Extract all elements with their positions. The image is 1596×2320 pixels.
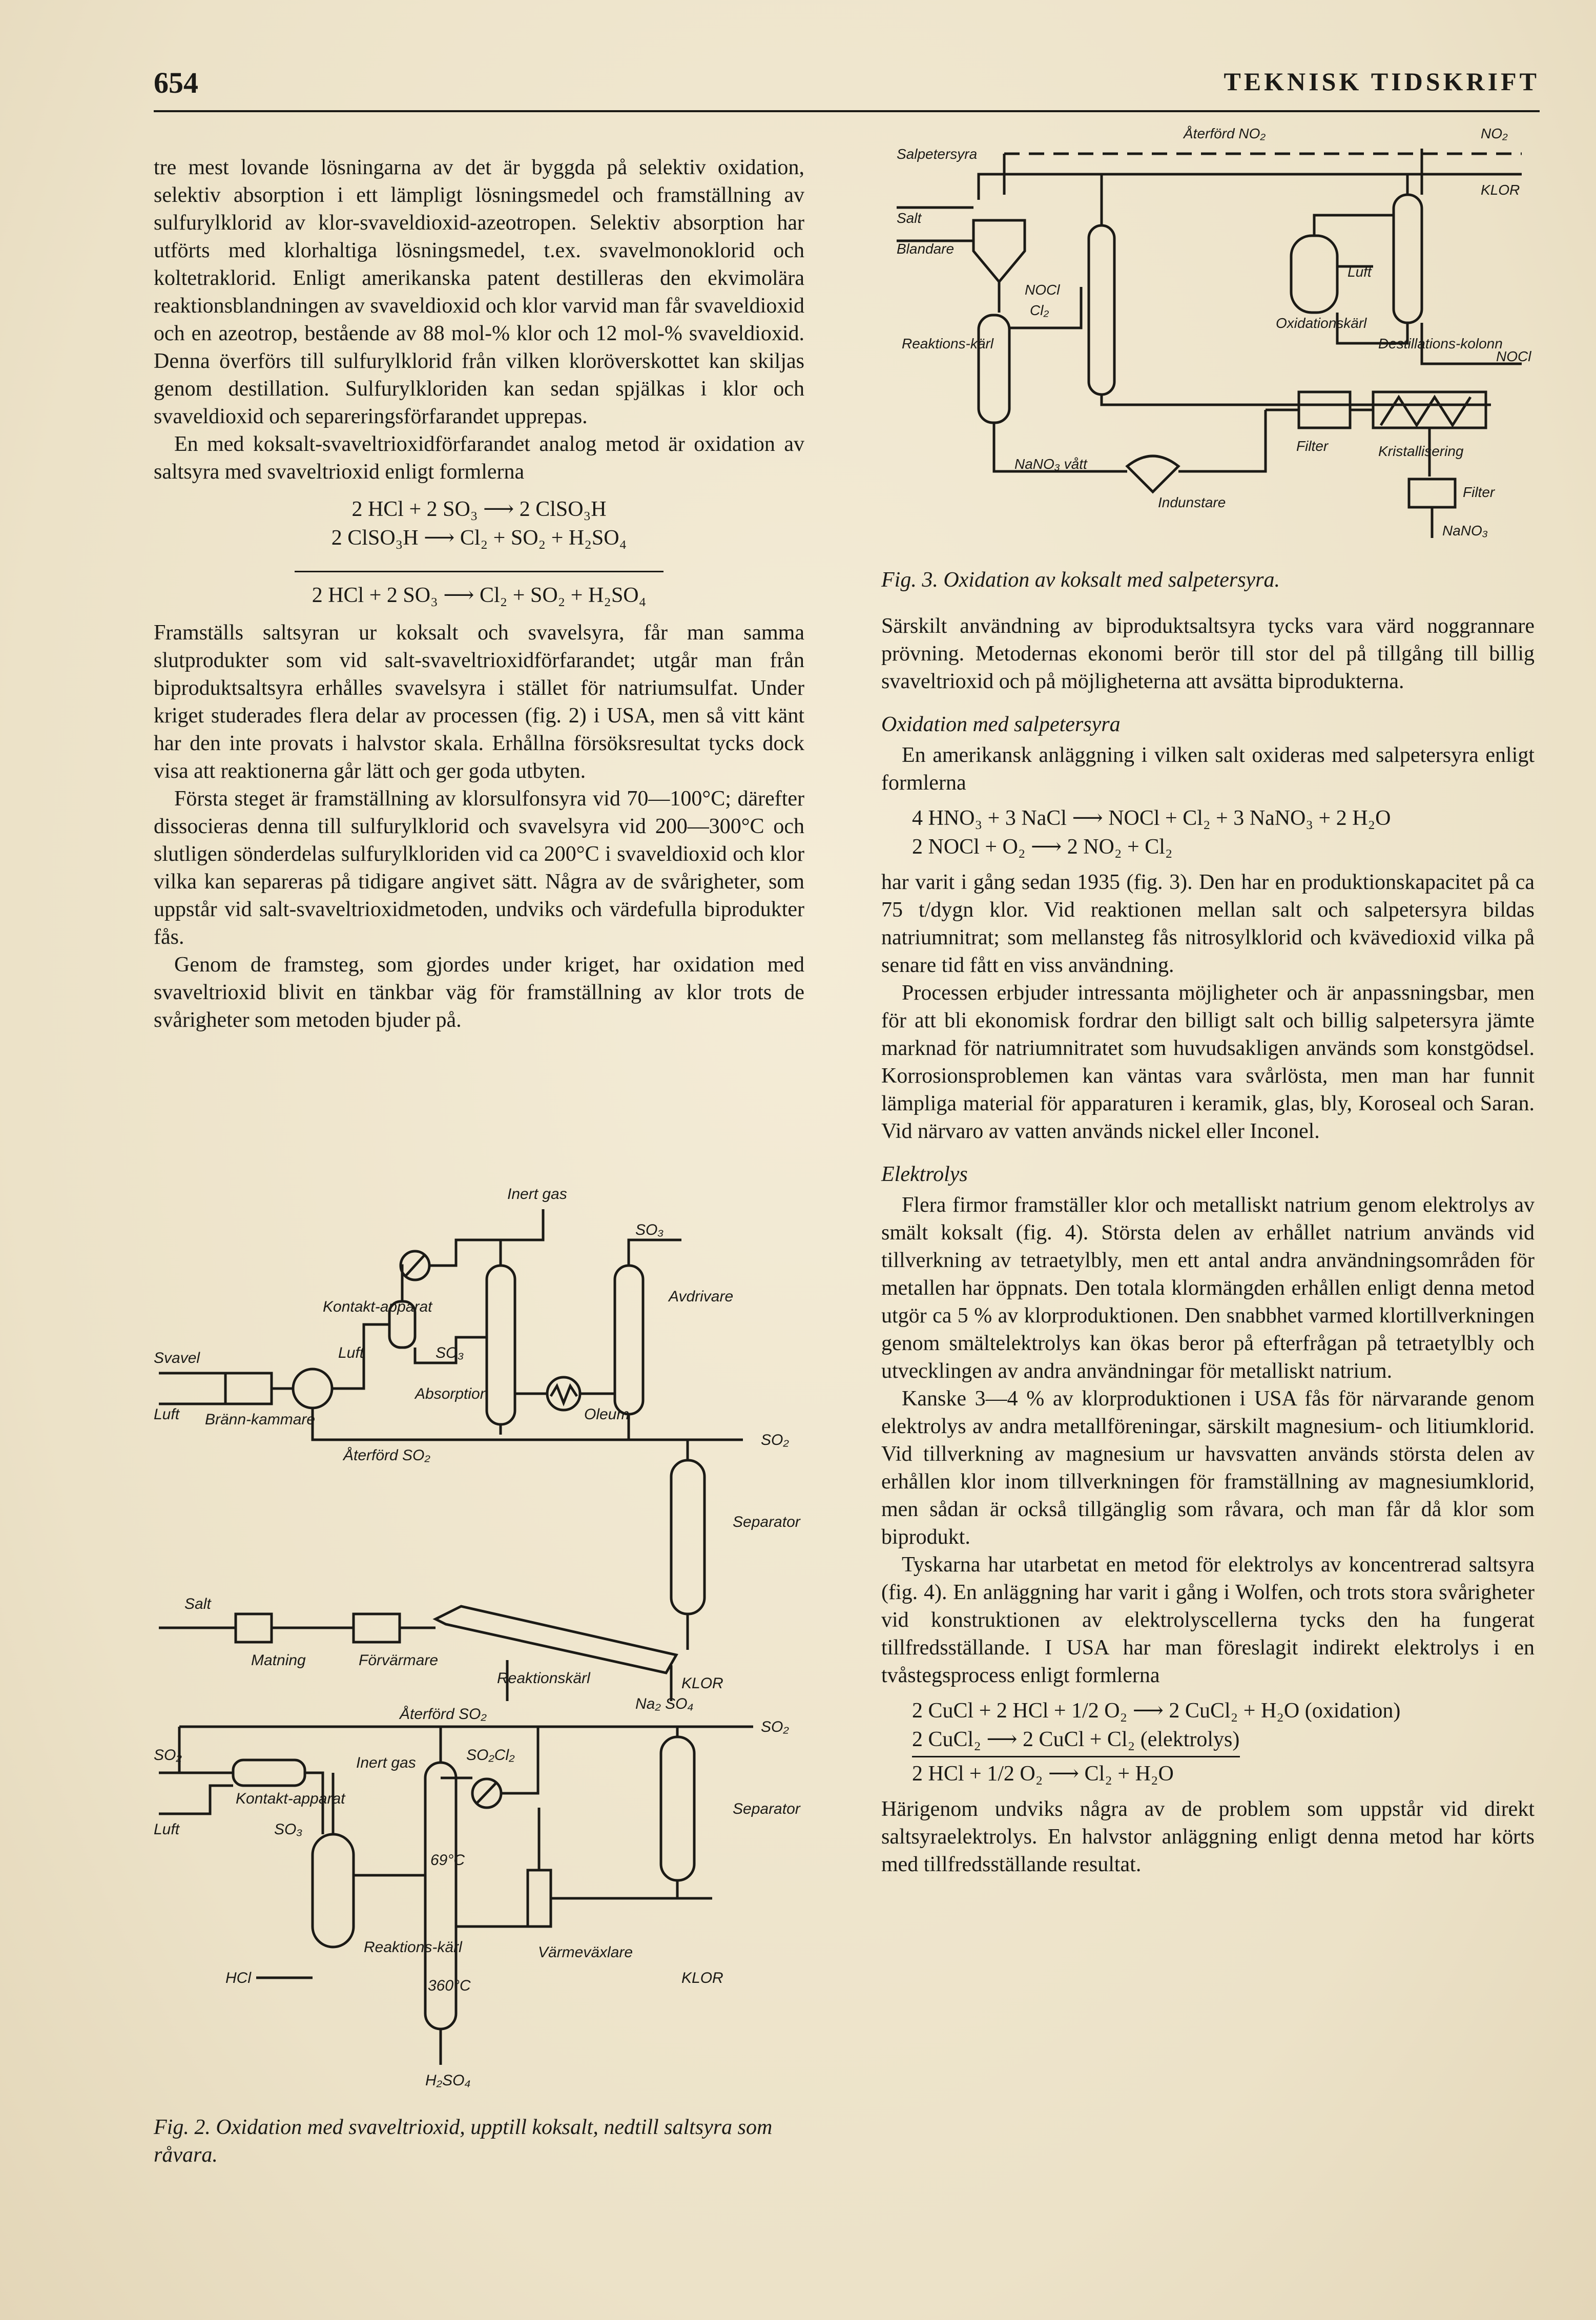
fig2-label-separator: Separator — [733, 1514, 800, 1530]
fig2-label-avdrivare: Avdrivare — [669, 1288, 734, 1305]
paragraph: En amerikansk anläggning i vilken salt oxideras med salpetersyra enligt formlerna — [881, 743, 1535, 795]
filter-box-2 — [1409, 479, 1455, 507]
paragraph: Kanske 3—4 % av klorproduktionen i USA fås för närvarande genom elektrolys av andra metallföreningar, särskilt magnesium- och litiumklorid. Vid tillverkning av magnesium ur havsvatten används största delen av erhållen klor inom tillverkningen för framställning av magnesiumklorid, men sådan är också tillgänglig som råvara, och man får då klor som biprodukt. — [881, 1387, 1535, 1549]
section-title-elektrolys: Elektrolys — [881, 1163, 968, 1186]
fig2-diagram — [149, 1186, 810, 2090]
paragraph: Framställs saltsyran ur koksalt och svavelsyra, får man samma slutprodukter som vid salt-svaveltrioxidförfarandet; utgår man från biproduktsaltsyra erhålles svavelsyra i stället för natriumsulfat. Under kriget studerades flera delar av processen (fig. 2) i USA, men så vitt känt har den inte provats i halvstor skala. Erhållna försöksresultat tycks dock visa att reaktionerna går lätt och ger goda utbyten. — [154, 621, 804, 783]
fig2-label-so3-b: SO₃ — [274, 1821, 303, 1838]
brannkammare-box — [225, 1373, 272, 1404]
equation: 2 CuCl₂ ⟶ 2 CuCl + Cl₂ (elektrolys) — [912, 1728, 1240, 1751]
equation-block — [154, 495, 804, 610]
oleum-column — [615, 1266, 643, 1414]
fig3-label-nocl-out: NOCl — [1496, 348, 1531, 364]
paragraph: Processen erbjuder intressanta möjligheter och är anpassningsbar, men för att bli ekonomisk fordrar den billigt salt och billig salpetersyra jämte marknad för natriumnitratet som huvudsakligen används som konstgödsel. Korrosionsproblemen kan väntas vara svårlösta, men man har funnit lämpliga material för apparaturen i keramik, glas, bly, Koroseal och Saran. Vid närvaro av vatten används nickel eller Inconel. — [881, 981, 1535, 1143]
fig2-label-360: 360°C — [428, 1977, 471, 1994]
fig2-label-na2so4: Na₂ SO₄ — [635, 1695, 694, 1712]
fig2-label-kontakt: Kontakt-apparat — [323, 1298, 432, 1315]
paragraph: Genom de framsteg, som gjordes under kriget, har oxidation med svaveltrioxid blivit en tänkbar väg för framställning av klor trots de svårigheter som metoden bjuder på. — [154, 953, 804, 1032]
absorption-column — [487, 1266, 515, 1424]
fig3-label-reaktionskarl: Reaktions-kärl — [902, 336, 993, 351]
varmevaxlare-box — [528, 1870, 551, 1927]
fig3-label-luft: Luft — [1348, 264, 1372, 280]
fig2-label-svavel: Svavel — [154, 1350, 200, 1366]
fig2-label-69: 69°C — [430, 1852, 465, 1869]
equation-sum: 2 HCl + 2 SO₃ ⟶ Cl₂ + SO₂ + H₂SO₄ — [312, 584, 647, 607]
fig2-label-so3: SO₃ — [635, 1221, 664, 1238]
page-number: 654 — [154, 66, 198, 99]
fig2-label-klor-b: KLOR — [681, 1970, 723, 1986]
fig3-label-cl2: Cl₂ — [1030, 302, 1049, 318]
fig2-label-inert-gas: Inert gas — [507, 1186, 567, 1203]
matning-box — [236, 1614, 272, 1642]
fig3-diagram — [886, 118, 1537, 569]
destillationskolonn — [1089, 225, 1114, 395]
fig2-label-aterford: Återförd SO₂ — [343, 1447, 430, 1464]
fig3-label-kristallisering: Kristallisering — [1378, 443, 1464, 459]
blandare-funnel — [973, 220, 1025, 282]
fig3-label-no2: NO₂ — [1481, 126, 1508, 141]
indunstare — [1127, 456, 1178, 492]
fig2-label-so2-out: SO₂ — [761, 1432, 789, 1448]
separator-column — [671, 1460, 704, 1614]
fig2-label-luft-b: Luft — [154, 1821, 180, 1838]
right-column — [881, 612, 1535, 1878]
fig3-label-salt: Salt — [897, 210, 922, 226]
forvarmare-box — [354, 1614, 400, 1642]
fig3-caption: Fig. 3. Oxidation av koksalt med salpetersyra. — [881, 568, 1280, 592]
column-right — [1394, 195, 1422, 323]
header-rule — [154, 110, 1540, 112]
fig3-label-blandare: Blandare — [897, 241, 955, 257]
fig3-label-aterford: Återförd NO₂ — [1184, 126, 1266, 141]
journal-title: TEKNISK TIDSKRIFT — [1224, 67, 1540, 96]
fig2-label-so2cl2: SO₂Cl₂ — [466, 1747, 515, 1764]
left-column — [154, 154, 804, 1034]
paragraph: Särskilt användning av biproduktsaltsyra tycks vara värd noggrannare prövning. Metodernas ekonomi berör till stor del på tillgång till billig svaveltrioxid och på möjligheterna att avsätta biprodukterna. — [881, 614, 1535, 693]
paragraph: Tyskarna har utarbetat en metod för elektrolys av koncentrerad saltsyra (fig. 4). En anläggning har varit i gång i Wolfen, och trots stora svårigheter vid konstruktionen av elektrolyscellerna tycks den ha fungerat tillfredsställande. I USA har man föreslagit indirekt elektrolys i en tvåstegsprocess enligt formlerna — [881, 1553, 1535, 1687]
fig2-label-separator-b: Separator — [733, 1800, 800, 1817]
fig2-caption: Fig. 2. Oxidation med svaveltrioxid, upptill koksalt, nedtill saltsyra som råvara. — [154, 2116, 773, 2167]
reaktionskarl-vessel — [436, 1606, 676, 1673]
paragraph: En med koksalt-svaveltrioxidförfarandet analog metod är oxidation av saltsyra med svaveltrioxid enligt formlerna — [154, 432, 804, 484]
paragraph: tre mest lovande lösningarna av det är byggda på selektiv oxidation, selektiv absorption i ett lämpligt lösningsmedel och framställning av sulfurylklorid av klor-svaveldioxid-azeotropen. Selektiv absorption har utförts med klorhaltiga lösningsmedel, t.ex. svavelmonoklorid och koltetraklorid. Enligt amerikanska patent destilleras den ekvimolära reaktionsblandningen av svaveldioxid och klor varvid man får svaveldioxid och en azeotrop, bestående av 88 mol-% klor och 12 mol-% svaveldioxid. Denna överförs till sulfurylklorid från vilken kloröverskottet kan skiljas genom destillation. Sulfurylkloriden kan sedan spjälkas i klor och svaveldioxid och separeringsförfarandet upprepas. — [154, 156, 804, 428]
equation-block — [912, 804, 1535, 861]
equation: 4 HNO₃ + 3 NaCl ⟶ NOCl + Cl₂ + 3 NaNO₃ + 2 H₂O — [912, 806, 1391, 830]
fig3-label-klor: KLOR — [1481, 182, 1520, 198]
kontakt-apparat-b — [233, 1760, 305, 1786]
fig2-label-luft2: Luft — [338, 1344, 364, 1361]
fig2-label-aterford-b: Återförd SO₂ — [400, 1706, 487, 1723]
fig3-label-oxidationskarl: Oxidationskärl — [1276, 315, 1367, 331]
fig2-label-absorption: Absorption — [415, 1385, 489, 1402]
fig2-label-so2-in: SO₂ — [154, 1747, 182, 1764]
sum-rule — [912, 1756, 1240, 1757]
fig2-label-forvarmare: Förvärmare — [359, 1652, 439, 1669]
fig2-label-matning: Matning — [251, 1652, 306, 1669]
filter-box — [1299, 392, 1350, 428]
fig2-label-reaktionskarl: Reaktionskärl — [497, 1670, 590, 1687]
fig2-label-h2so4: H₂SO₄ — [425, 2072, 471, 2089]
reaktionskarl-b — [313, 1834, 354, 1947]
fig2-label-kontakt-b: Kontakt-apparat — [236, 1790, 345, 1807]
fig3-label-nocl: NOCl — [1025, 282, 1060, 298]
fig2-label-hcl: HCl — [225, 1970, 251, 1986]
separator-b — [661, 1737, 694, 1880]
equation-block — [912, 1696, 1535, 1788]
fig3-label-salpetersyra: Salpetersyra — [897, 146, 978, 162]
sum-rule — [295, 571, 664, 572]
equation: 2 NOCl + O₂ ⟶ 2 NO₂ + Cl₂ — [912, 835, 1173, 859]
paragraph: Första steget är framställning av klorsulfonsyra vid 70—100°C; därefter dissocieras denna till sulfurylklorid och svavelsyra vid 200—300°C och slutligen sönderdelas sulfurylkloriden vid ca 200°C i svaveldioxid och klor vilka kan separeras på tidigare angivet sätt. Några av de svårigheter, som uppstår vid salt-svaveltrioxidmetoden, undviks och värdefulla biprodukter fås. — [154, 787, 804, 949]
paragraph: har varit i gång sedan 1935 (fig. 3). Den har en produktionskapacitet på ca 75 t/dygn klor. Vid reaktionen mellan salt och salpetersyra bildas natriumnitrat; som mellansteg fås nitrosylklorid och kvävedioxid vilka på senare tid fått en viss användning. — [881, 871, 1535, 977]
paragraph: Flera firmor framställer klor och metalliskt natrium genom elektrolys av smält koksalt (fig. 4). Största delen av erhållet natrium används vid tillverkning av tetraetylbly, men ett antal andra användningsområden för metallen har öppnats. Den totala klormängden erhållen enligt denna metod utgör ca 5 % av klorproduktionen. Den snabbhet varmed klortillverkningen genom smältelektrolys kan ökas beror på efterfrågan på tetraetylbly och utvecklingen av andra användningar för metalliskt natrium. — [881, 1193, 1535, 1383]
equation-sum: 2 HCl + 1/2 O₂ ⟶ Cl₂ + H₂O — [912, 1762, 1174, 1786]
fig2-label-so3-mid: SO₃ — [436, 1344, 464, 1361]
section-title-oxidation: Oxidation med salpetersyra — [881, 713, 1121, 736]
fig2-label-klor: KLOR — [681, 1675, 723, 1692]
equation: 2 HCl + 2 SO₃ ⟶ 2 ClSO₃H — [351, 498, 607, 521]
fig3-label-destillationskolonn: Destillations-kolonn — [1378, 336, 1503, 351]
equation: 2 ClSO₃H ⟶ Cl₂ + SO₂ + H₂SO₄ — [331, 526, 627, 550]
fig3-label-filter: Filter — [1296, 438, 1329, 454]
oxidationskarl — [1291, 236, 1337, 313]
fig3-label-nano3-vatt: NaNO₃ vått — [1014, 456, 1087, 472]
fig2-label-salt: Salt — [184, 1596, 211, 1612]
equation: 2 CuCl + 2 HCl + 1/2 O₂ ⟶ 2 CuCl₂ + H₂O (oxidation) — [912, 1699, 1401, 1723]
fig3-label-filter2: Filter — [1463, 484, 1495, 500]
pump-circle — [293, 1369, 332, 1408]
paragraph: Härigenom undviks några av de problem som uppstår vid direkt saltsyraelektrolys. En halvstor anläggning enligt denna metod har körts med tillfredsställande resultat. — [881, 1797, 1535, 1876]
fig2-label-oleum: Oleum — [584, 1406, 630, 1423]
fig3-label-indunstare: Indunstare — [1158, 494, 1226, 510]
fig2-label-brannkammare: Bränn-kammare — [205, 1411, 316, 1428]
fig2-label-varmevaxlare: Värmeväxlare — [538, 1944, 633, 1961]
fig3-label-nano3: NaNO₃ — [1442, 523, 1488, 538]
fig2-label-reaktionskarl-b: Reaktions-kärl — [364, 1939, 462, 1956]
reaktionskarl — [979, 315, 1009, 423]
fig2-label-inert-b: Inert gas — [356, 1754, 416, 1771]
fig2-label-luft: Luft — [154, 1406, 180, 1423]
fig2-label-so2-out-b: SO₂ — [761, 1718, 789, 1735]
